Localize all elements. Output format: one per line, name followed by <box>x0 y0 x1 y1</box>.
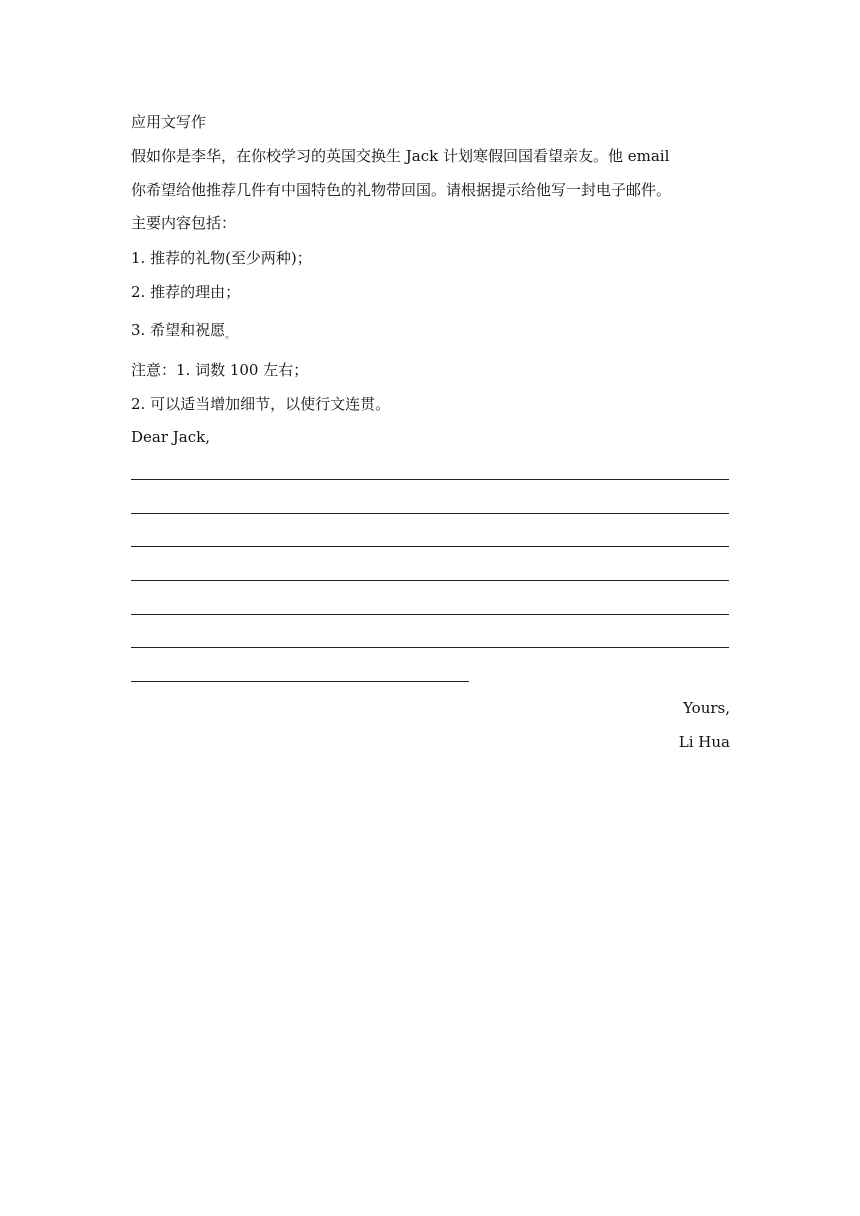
note-line-1: 注意：1. 词数 100 左右； <box>131 361 309 379</box>
answer-line-1 <box>131 479 729 480</box>
section-title: 应用文写作 <box>131 113 207 131</box>
answer-line-2 <box>131 513 729 514</box>
answer-line-5 <box>131 614 729 615</box>
note-line-2: 2. 可以适当增加细节，以使行文连贯。 <box>131 395 391 413</box>
prompt-line-2: 你希望给他推荐几件有中国特色的礼物带回国。请根据提示给他写一封电子邮件。 <box>131 181 672 199</box>
answer-line-6 <box>131 647 729 648</box>
requirement-item-3 <box>131 320 235 346</box>
requirement-item-2: 2. 推荐的理由； <box>131 283 241 301</box>
requirement-item-1: 1. 推荐的礼物(至少两种)； <box>131 249 312 267</box>
content-heading: 主要内容包括： <box>131 214 237 232</box>
salutation: Dear Jack, <box>131 428 210 446</box>
requirement-item-3-period: 。 <box>225 330 236 341</box>
answer-line-3 <box>131 546 729 547</box>
answer-line-4 <box>131 580 729 581</box>
closing: Yours, <box>683 699 730 717</box>
requirement-item-3-text: 3. 希望和祝愿 <box>131 321 226 339</box>
signature: Li Hua <box>678 733 730 751</box>
answer-line-7 <box>131 681 469 682</box>
prompt-line-1: 假如你是李华，在你校学习的英国交换生 Jack 计划寒假回国看望亲友。他 email <box>131 147 670 165</box>
